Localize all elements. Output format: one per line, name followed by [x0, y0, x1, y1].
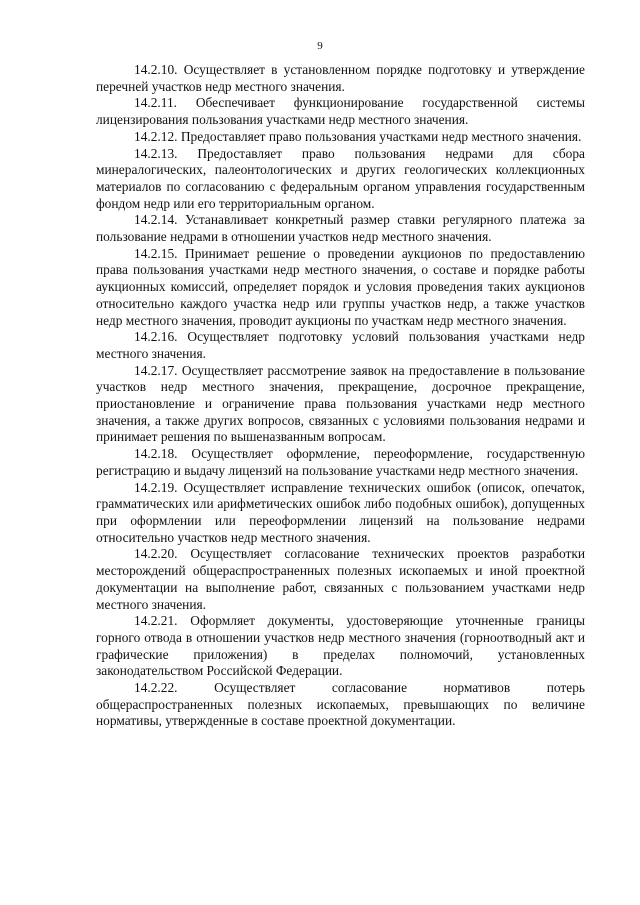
- paragraph-14-2-13: 14.2.13. Предоставляет право пользования недрами для сбора минералогических, палеонтологических и других геологических коллекционных материалов по согласованию с федеральным органом управления государственным фондом недр или его территориальным органом.: [96, 145, 585, 211]
- paragraph-14-2-22: 14.2.22. Осуществляет согласование нормативов потерь общераспространенных полезных ископаемых, превышающих по величине нормативы, утвержденные в составе проектной документации.: [96, 680, 585, 729]
- document-body: [96, 62, 585, 730]
- page-number: 9: [317, 40, 323, 52]
- paragraph-14-2-12: 14.2.12. Предоставляет право пользования участками недр местного значения.: [134, 128, 582, 144]
- paragraph-14-2-16: 14.2.16. Осуществляет подготовку условий пользования участками недр местного значения.: [96, 329, 585, 361]
- paragraph-14-2-17: 14.2.17. Осуществляет рассмотрение заявок на предоставление в пользование участков недр местного значения, прекращение, досрочное прекращение, приостановление и ограничение права пользования участками недр местного значения, а также других вопросов, связанных с условиями пользования недрами и принимает решения по вышеназванным вопросам.: [96, 362, 585, 445]
- paragraph-14-2-11: 14.2.11. Обеспечивает функционирование государственной системы лицензирования пользования участками недр местного значения.: [96, 95, 585, 128]
- paragraph-14-2-18: 14.2.18. Осуществляет оформление, переоформление, государственную регистрацию и выдачу лицензий на пользование участками недр местного значения.: [96, 446, 585, 478]
- paragraph-14-2-19: 14.2.19. Осуществляет исправление технических ошибок (описок, опечаток, грамматических или арифметических ошибок либо подобных ошибок), допущенных при оформлении или переоформлении лицензий на пользование недрами относительно участков недр местного значения.: [96, 479, 585, 545]
- paragraph-14-2-20: 14.2.20. Осуществляет согласование технических проектов разработки месторождений общераспространенных полезных ископаемых и иной проектной документации на выполнение работ, связанных с пользованием участками недр местного значения.: [96, 546, 585, 612]
- paragraph-14-2-21: 14.2.21. Оформляет документы, удостоверяющие уточненные границы горного отвода в отношении участков недр местного значения (горноотводный акт и графические приложения) в пределах полномочий, установленных законодательством Российской Федерации.: [96, 613, 585, 679]
- paragraph-14-2-10: 14.2.10. Осуществляет в установленном порядке подготовку и утверждение перечней участков недр местного значения.: [96, 62, 585, 94]
- paragraph-14-2-14: 14.2.14. Устанавливает конкретный размер ставки регулярного платежа за пользование недрами в отношении участков недр местного значения.: [96, 212, 585, 245]
- paragraph-14-2-15: 14.2.15. Принимает решение о проведении аукционов по предоставлению права пользования участками недр местного значения, о составе и порядке работы аукционных комиссий, определяет порядок и условия проведения таких аукционов относительно каждого участка недр или группы участков недр, а также участков недр местного значения, проводит аукционы по участкам недр местного значения.: [96, 245, 585, 328]
